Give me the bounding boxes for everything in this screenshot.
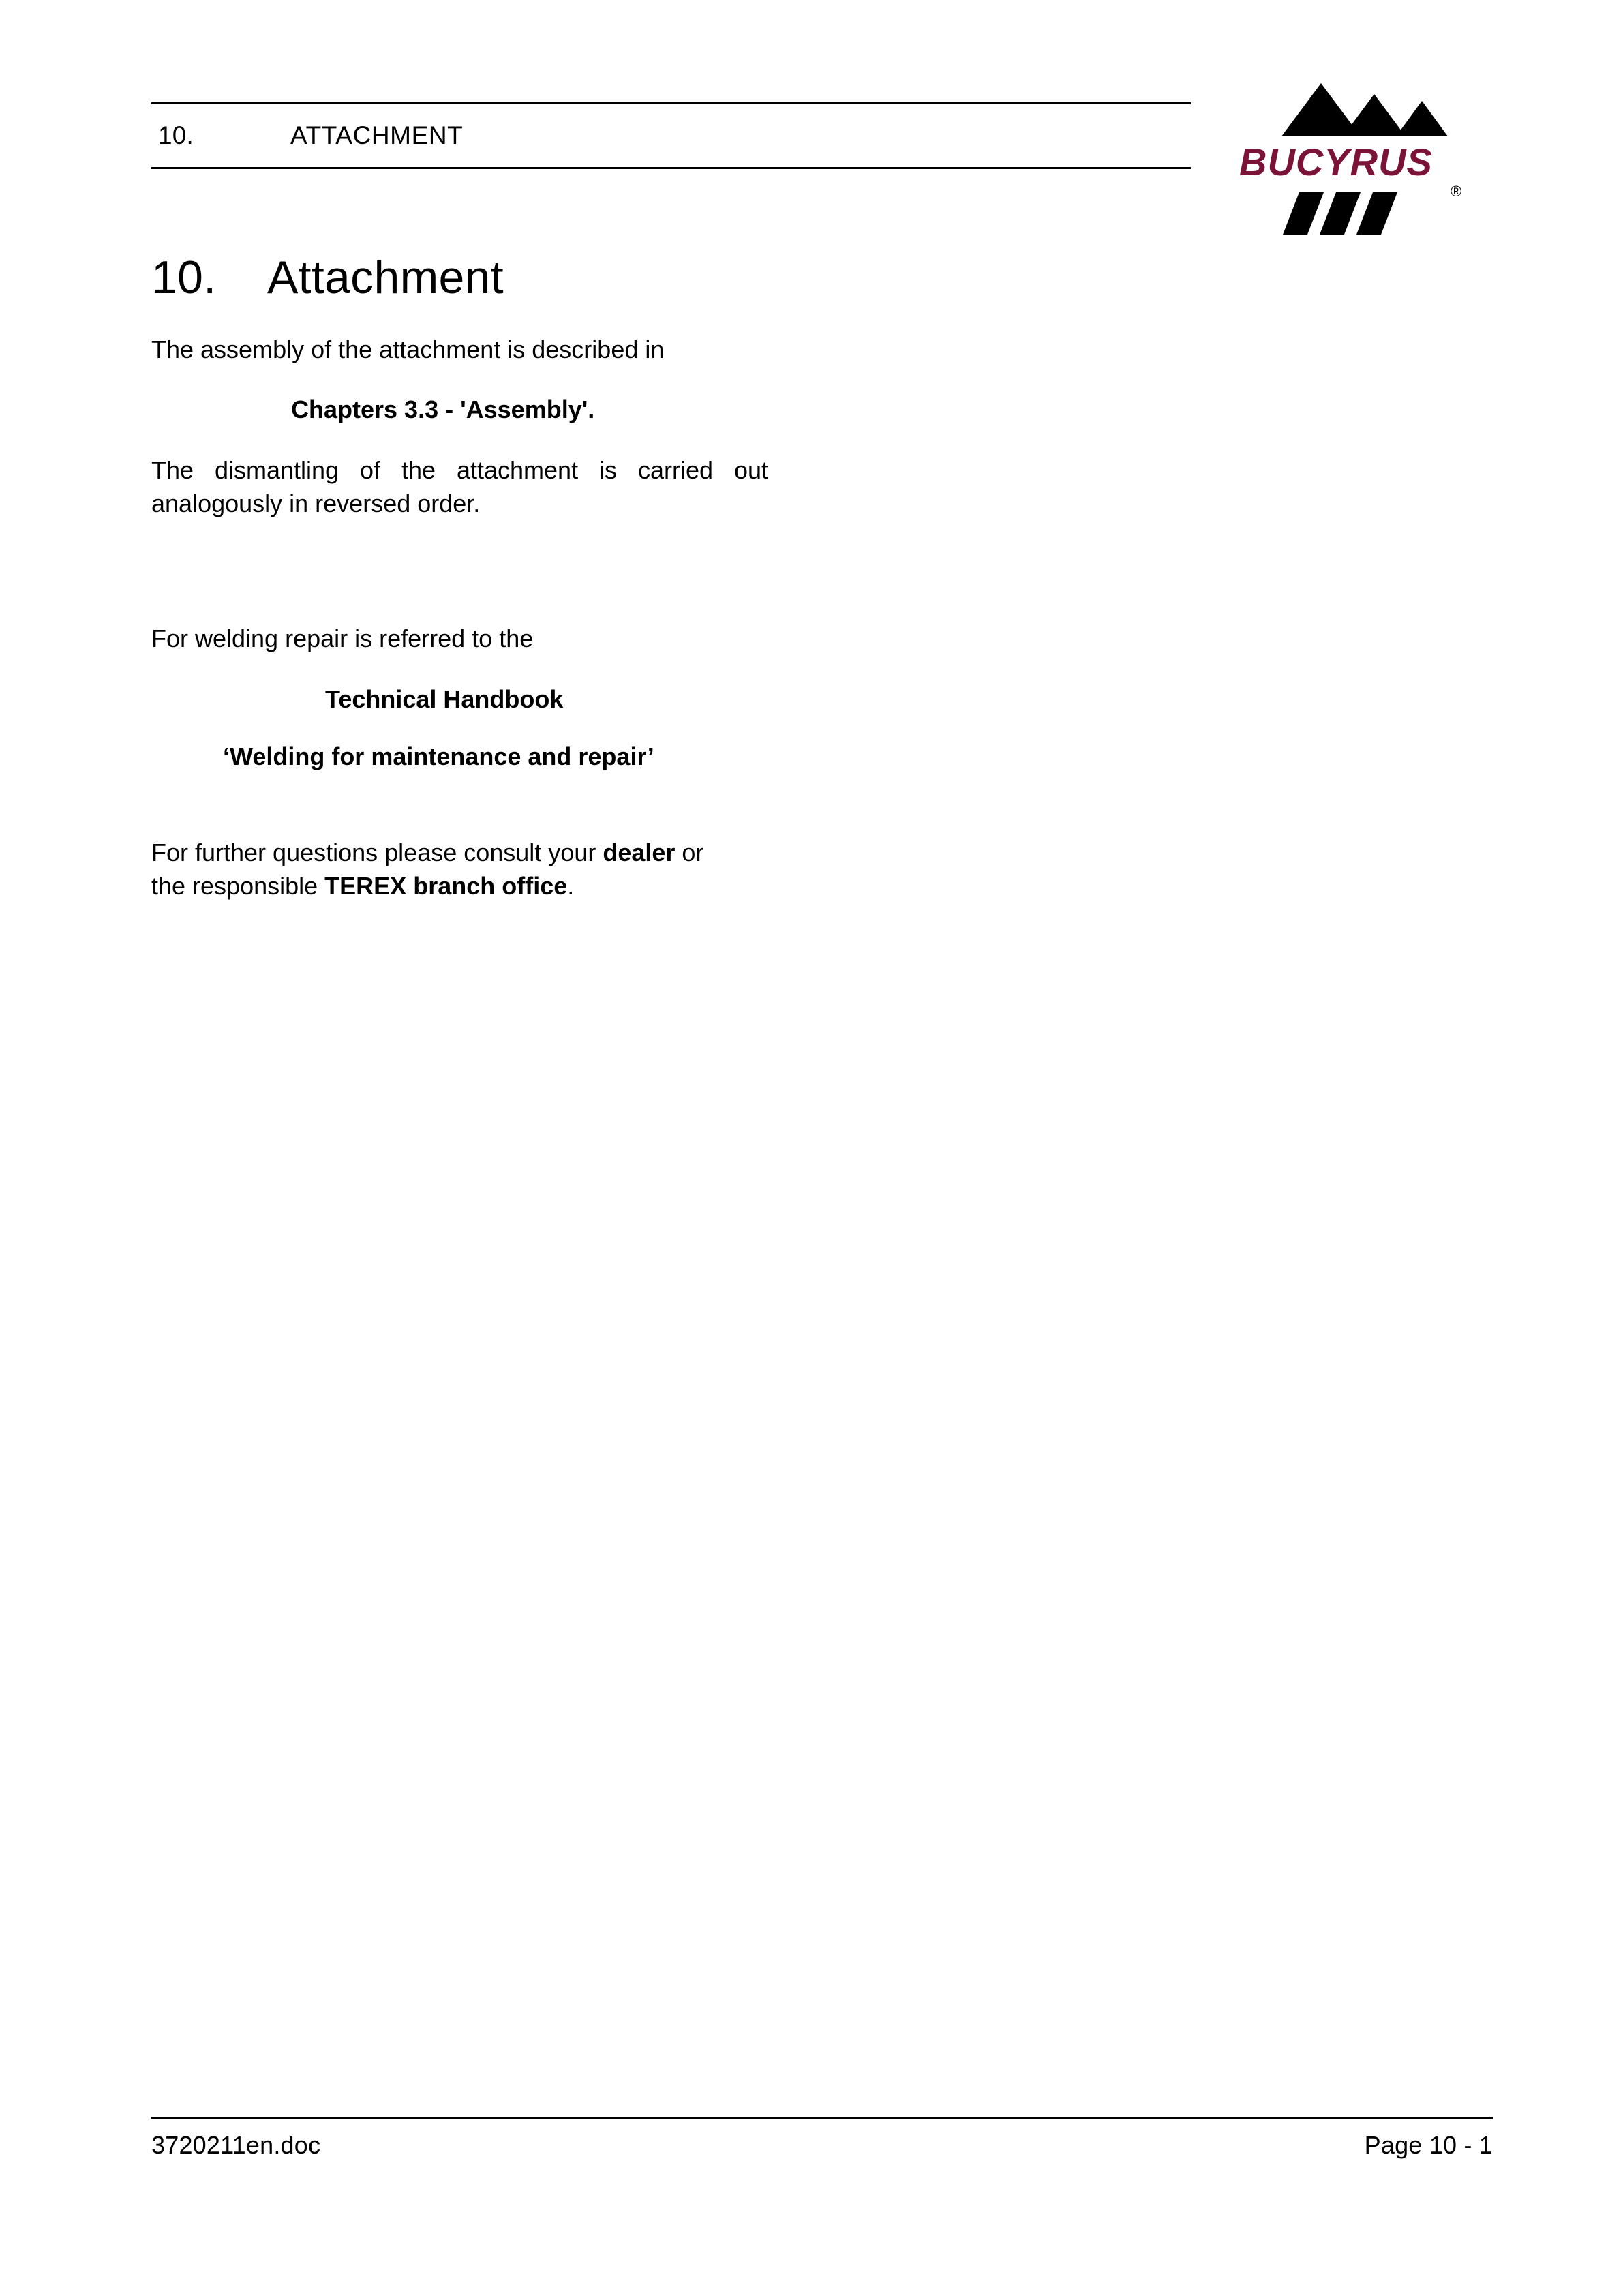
header-rule-bottom <box>151 167 1191 169</box>
logo-slash-2 <box>1320 192 1361 235</box>
closing-paragraph <box>151 836 1191 903</box>
header-section-title: ATTACHMENT <box>290 121 464 149</box>
logo-slash-1 <box>1283 192 1324 235</box>
footer-page-label: Page 10 - 1 <box>1364 2131 1493 2159</box>
closing-bold-branch-office: TEREX branch office <box>324 871 568 900</box>
bucyrus-logo <box>1234 76 1500 250</box>
dismantling-paragraph <box>151 454 768 520</box>
footer-row <box>151 2119 1493 2160</box>
header-section-number: 10. <box>158 121 194 149</box>
welding-intro-paragraph: For welding repair is referred to the <box>151 624 534 653</box>
closing-text-1: For further questions please consult your <box>151 838 603 866</box>
page-title-text: Attachment <box>267 252 504 303</box>
logo-registered-mark: ® <box>1451 183 1462 200</box>
intro-paragraph: The assembly of the attachment is described in <box>151 335 665 363</box>
closing-text-3: the responsible <box>151 871 325 900</box>
page-content <box>151 252 1191 903</box>
closing-bold-dealer: dealer <box>603 838 676 866</box>
closing-text-2: or <box>675 838 704 866</box>
svg-text:BUCYRUS: BUCYRUS <box>1239 140 1433 183</box>
dismantling-line-2: analogously in reversed order. <box>151 489 481 517</box>
logo-triangle-right <box>1396 101 1448 136</box>
handbook-subtitle: ‘Welding for maintenance and repair’ <box>223 742 654 771</box>
logo-slash-3 <box>1356 192 1397 235</box>
page-header <box>151 102 1191 169</box>
closing-text-4: . <box>567 871 575 900</box>
logo-triangle-left <box>1281 83 1361 136</box>
logo-triangle-mid <box>1343 94 1406 136</box>
footer-file-name: 3720211en.doc <box>151 2131 321 2159</box>
header-row <box>151 104 1191 167</box>
reference-chapters: Chapters 3.3 - 'Assembly'. <box>291 395 595 424</box>
page-title-number: 10. <box>151 252 217 303</box>
dismantling-line-1: The dismantling of the attachment is carried out <box>151 455 768 484</box>
page-footer <box>151 2117 1493 2160</box>
page-title <box>151 252 1191 303</box>
handbook-title: Technical Handbook <box>325 684 564 713</box>
